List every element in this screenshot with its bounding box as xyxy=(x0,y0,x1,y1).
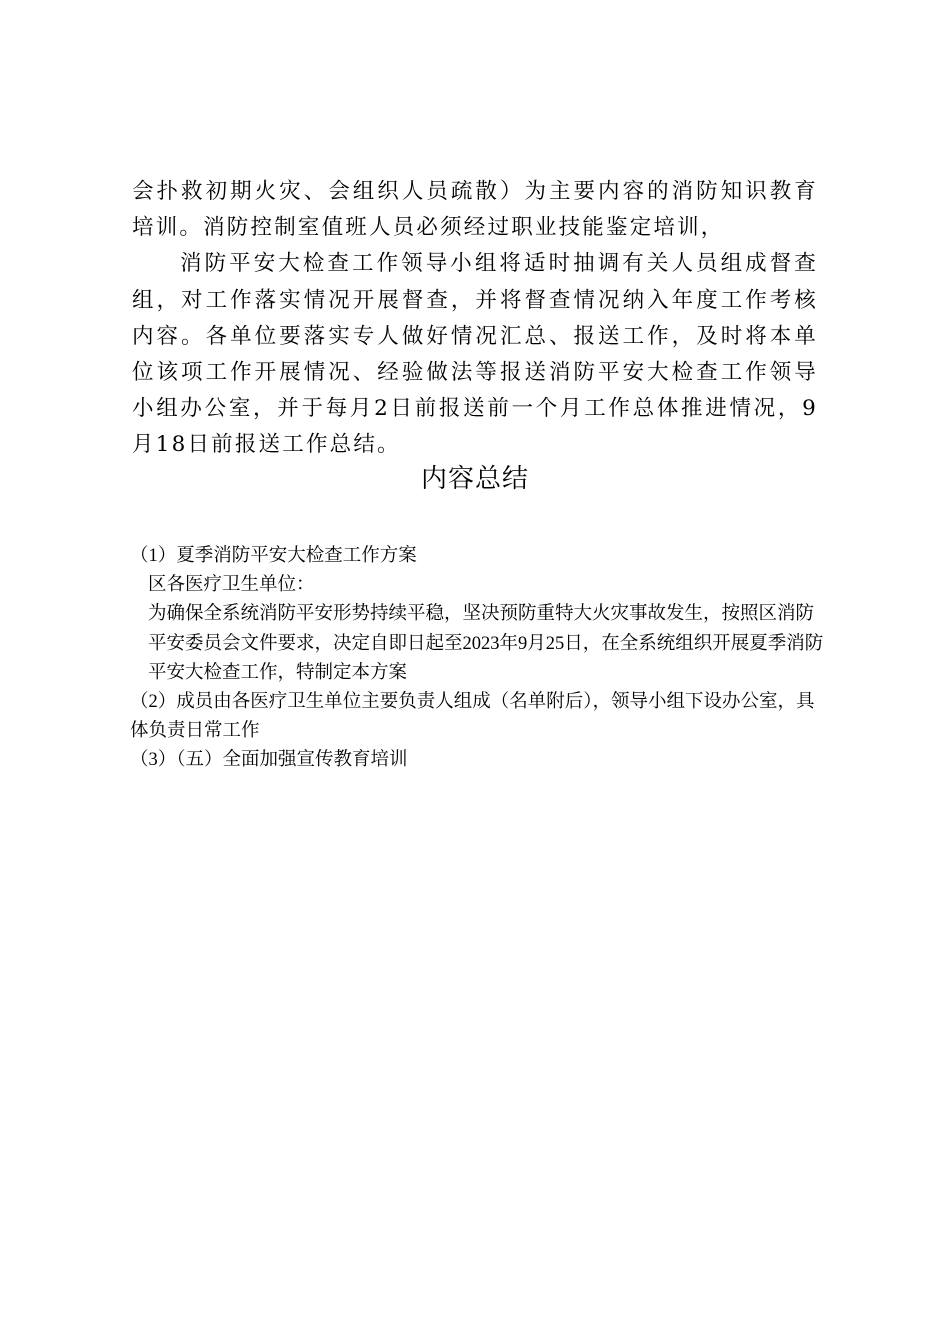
summary-item-1-addressee: 区各医疗卫生单位： xyxy=(148,575,315,596)
summary-title: 内容总结 xyxy=(420,464,529,494)
summary-section xyxy=(130,542,830,776)
body-paragraph-1: 会扑救初期火灾、会组织人员疏散）为主要内容的消防知识教育培训。消防控制室值班人员必须经过职业技能鉴定培训， xyxy=(132,179,818,241)
summary-item-2: （2）成员由各医疗卫生单位主要负责人组成（名单附后），领导小组下设办公室，具体负责日常工作 xyxy=(130,692,815,742)
body-text xyxy=(132,174,818,464)
summary-item-1: （1）夏季消防平安大检查工作方案 xyxy=(130,546,417,566)
body-paragraph-2: 消防平安大检查工作领导小组将适时抽调有关人员组成督查组，对工作落实情况开展督查，并将督查情况纳入年度工作考核内容。各单位要落实专人做好情况汇总、报送工作，及时将本单位该项工作开展情况、经验做法等报送消防平安大检查工作领导小组办公室，并于每月2日前报送前一个月工作总体推进情况，9月18日前报送工作总结。 xyxy=(132,251,818,458)
summary-item-3: （3）（五）全面加强宣传教育培训 xyxy=(130,750,408,771)
summary-item-1-body: 为确保全系统消防平安形势持续平稳，坚决预防重特大火灾事故发生，按照区消防平安委员会文件要求，决定自即日起至2023年9月25日，在全系统组织开展夏季消防平安大检查工作，特制定本方案 xyxy=(148,604,824,683)
